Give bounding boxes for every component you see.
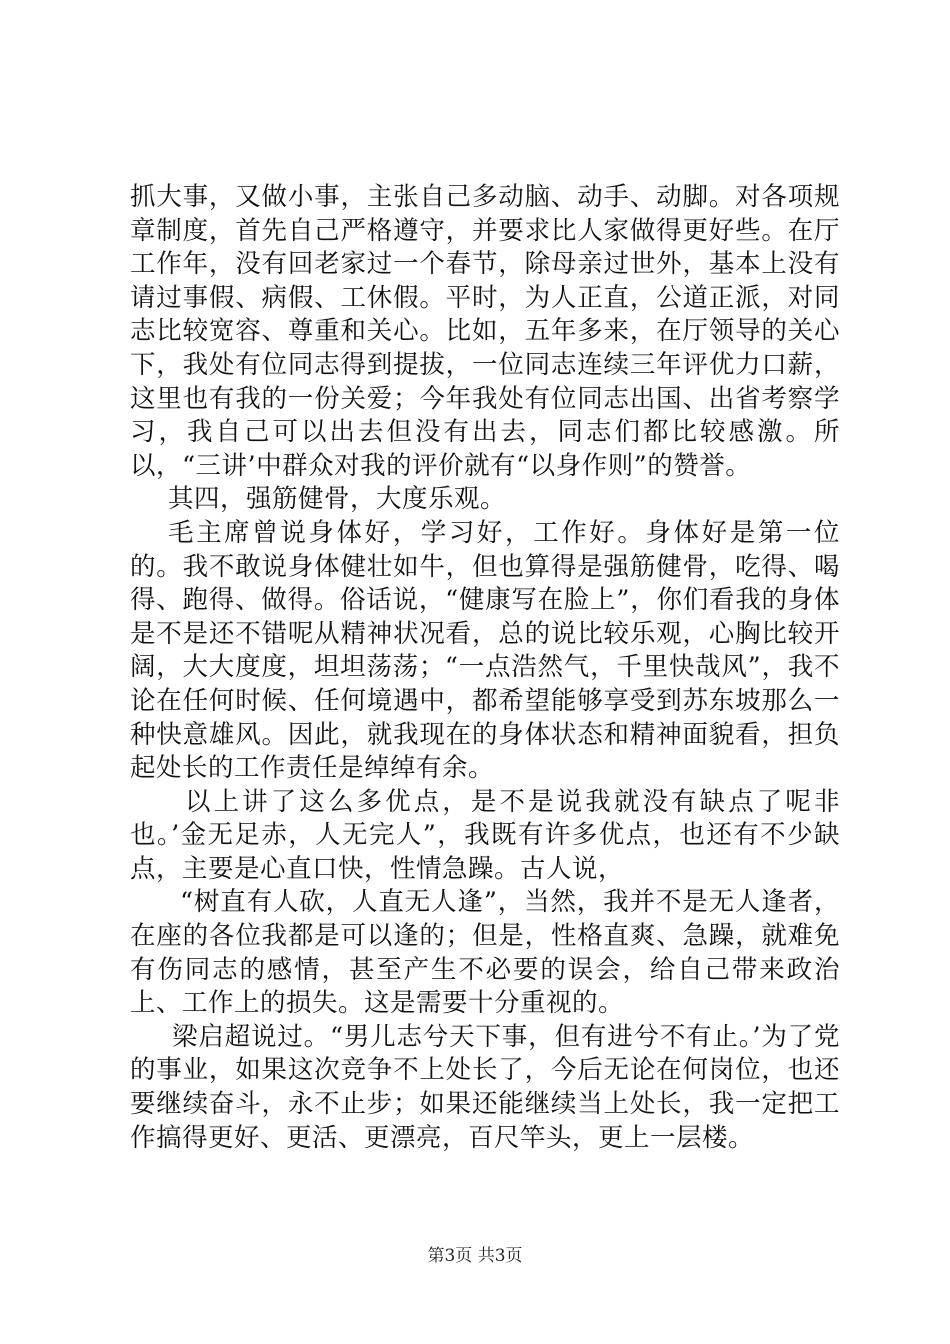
paragraph-shortcomings: 以上讲了这么多优点，是不是说我就没有缺点了呢非也。’金无足赤，人无完人”，我既有许多优点，也还有不少缺点，主要是心直口快，性情急躁。古人说， [130,786,840,884]
paragraph-conclusion: 梁启超说过。“男儿志兮天下事，但有进兮不有止。’为了党的事业，如果这次竞争不上处长了，今后无论在何岗位，也还要继续奋斗，永不止步；如果还能继续当上处长，我一定把工作搞得更好、更活、更漂亮，百尺竿头，更上一层楼。 [130,1021,840,1153]
paragraph-heading-fourth: 其四，强筋健骨，大度乐观。 [168,484,507,515]
paragraph-proverb: “树直有人砍，人直无人逢”，当然，我并不是无人逢者，在座的各位我都是可以逢的；但是，性格直爽、急躁，就难免有伤同志的感情，甚至产生不必要的误会，给自己带来政治上、工作上的损失。这是需要十分重视的。 [130,887,840,1019]
document-body [130,181,840,1155]
paragraph-conduct: 抓大事，又做小事，主张自己多动脑、动手、动脚。对各项规章制度，首先自己严格遵守，并要求比人家做得更好些。在厅工作年，没有回老家过一个春节，除母亲过世外，基本上没有请过事假、病假、工休假。平时，为人正直，公道正派，对同志比较宽容、尊重和关心。比如，五年多来，在厅领导的关心下，我处有位同志得到提拔，一位同志连续三年评优力口薪，这里也有我的一份关爱；今年我处有位同志出国、出省考察学习，我自己可以出去但没有出去，同志们都比较感激。所以，“三讲’中群众对我的评价就有“以身作则”的赞誉。 [130,182,840,481]
paragraph-health: 毛主席曾说身体好，学习好，工作好。身体好是第一位的。我不敢说身体健壮如牛，但也算得是强筋健骨，吃得、喝得、跑得、做得。俗话说，“健康写在脸上”，你们看我的身体是不是还不错呢从精神状况看，总的说比较乐观，心胸比较开阔，大大度度，坦坦荡荡；“一点浩然气，千里快哉风”，我不论在任何时候、任何境遇中，都希望能够享受到苏东坡那么一种快意雄风。因此，就我现在的身体状态和精神面貌看，担负起处长的工作责任是绰绰有余。 [130,517,840,784]
page-number-footer: 第3页 共3页 [427,1246,523,1266]
